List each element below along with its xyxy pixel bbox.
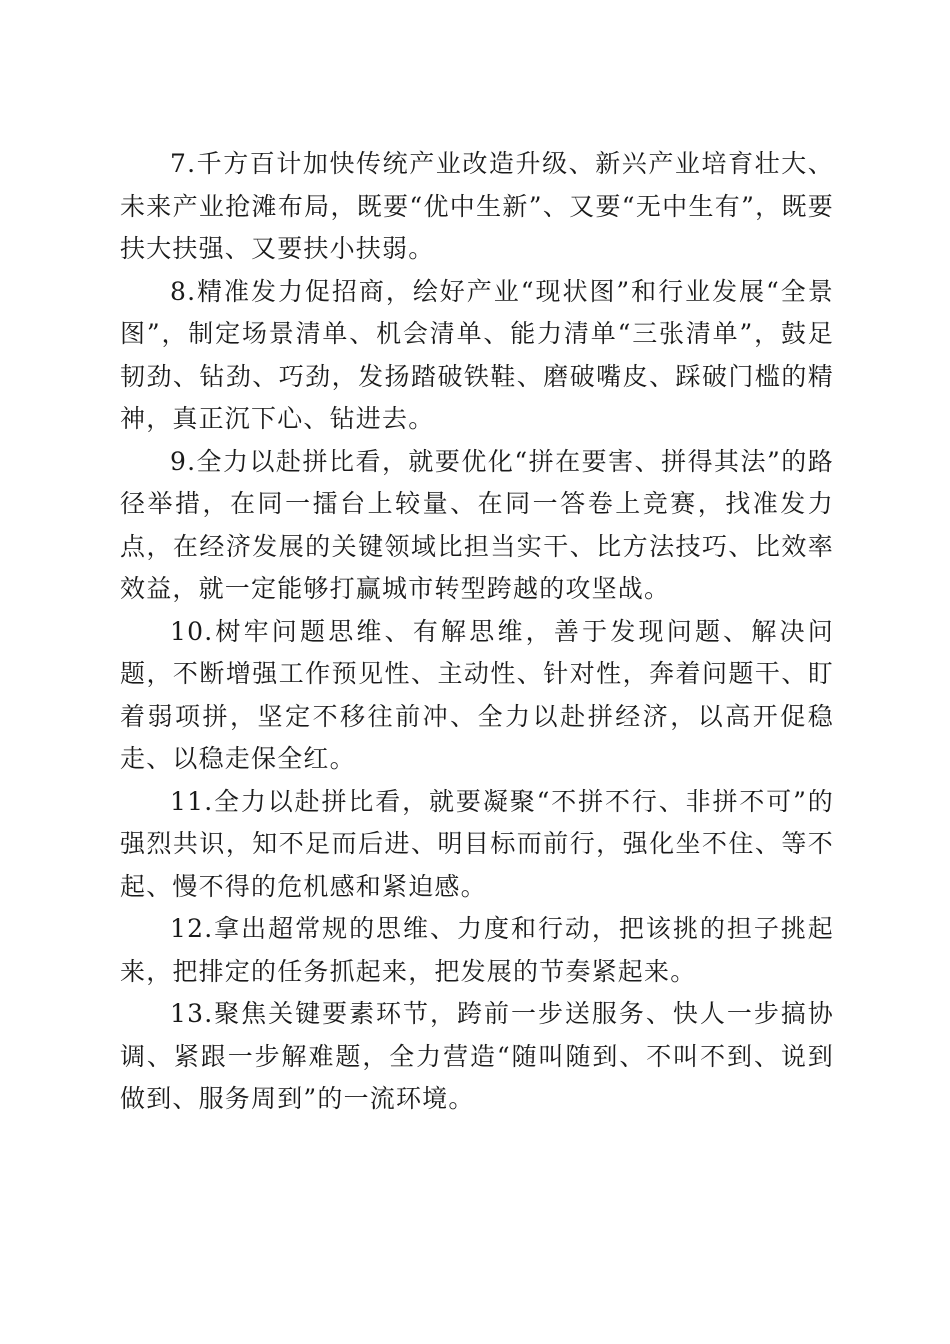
paragraph-7: 7.千方百计加快传统产业改造升级、新兴产业培育壮大、未来产业抢滩布局，既要“优中生新”、又要“无中生有”，既要扶大扶强、又要扶小扶弱。 [120,149,834,263]
paragraph-10: 10.树牢问题思维、有解思维，善于发现问题、解决问题，不断增强工作预见性、主动性、针对性，奔着问题干、盯着弱项拼，坚定不移往前冲、全力以赴拼经济，以高开促稳走、以稳走保全红。 [120,616,834,773]
paragraph-11: 11.全力以赴拼比看，就要凝聚“不拼不行、非拼不可”的强烈共识，知不足而后进、明目标而前行，强化坐不住、等不起、慢不得的危机感和紧迫感。 [120,786,834,901]
paragraph-12: 12.拿出超常规的思维、力度和行动，把该挑的担子挑起来，把排定的任务抓起来，把发展的节奏紧起来。 [120,914,834,986]
paragraph-9: 9.全力以赴拼比看，就要优化“拼在要害、拼得其法”的路径举措，在同一擂台上较量、在同一答卷上竞赛，找准发力点，在经济发展的关键领域比担当实干、比方法技巧、比效率效益，就一定能够打赢城市转型跨越的攻坚战。 [120,446,834,603]
document-body [120,143,834,1121]
paragraph-8: 8.精准发力促招商，绘好产业“现状图”和行业发展“全景图”，制定场景清单、机会清单、能力清单“三张清单”，鼓足韧劲、钻劲、巧劲，发扬踏破铁鞋、磨破嘴皮、踩破门槛的精神，真正沉下心、钻进去。 [120,276,834,433]
paragraph-13: 13.聚焦关键要素环节，跨前一步送服务、快人一步搞协调、紧跟一步解难题，全力营造“随叫随到、不叫不到、说到做到、服务周到”的一流环境。 [120,999,834,1113]
